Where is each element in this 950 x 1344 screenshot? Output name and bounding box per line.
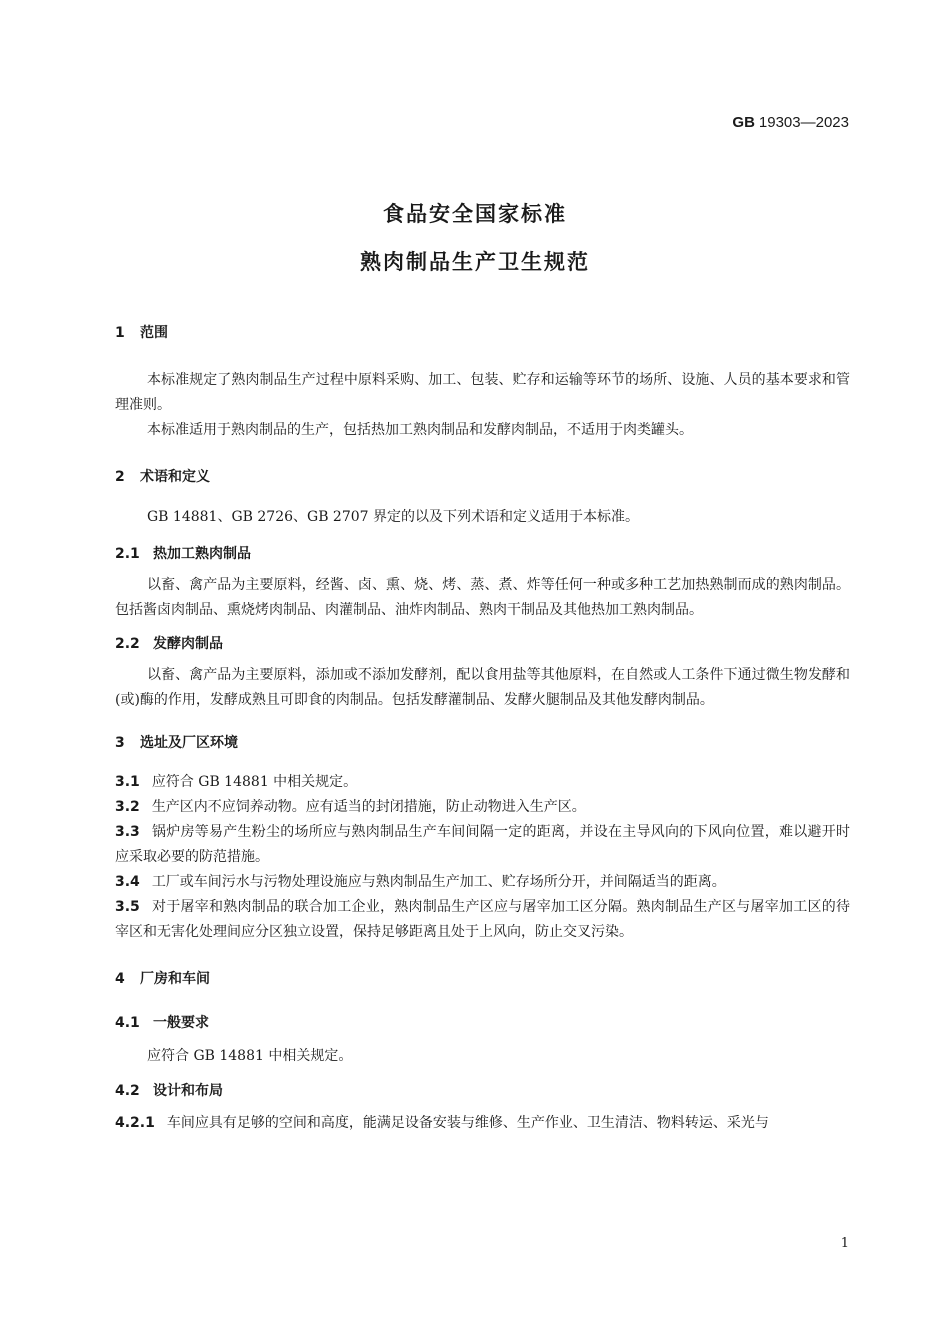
subsection-number: 4.2 [115,1083,140,1099]
paragraph: 本标准适用于熟肉制品的生产，包括热加工熟肉制品和发酵肉制品，不适用于肉类罐头。 [147,422,693,438]
clause-number: 3.4 [115,874,140,890]
section-title: 选址及厂区环境 [140,735,238,751]
subsection-number: 2.1 [115,546,140,562]
paragraph: 以畜、禽产品为主要原料，添加或不添加发酵剂，配以食用盐等其他原料，在自然或人工条件下通过微生物发酵和(或)酶的作用，发酵成熟且可即食的肉制品。包括发酵灌制品、发酵火腿制品及其他发酵肉制品。 [115,667,850,708]
section-number: 2 [115,469,125,485]
clause-number: 3.2 [115,799,140,815]
subsection-title: 设计和布局 [153,1083,223,1099]
section-heading [115,322,850,344]
paragraph: 以畜、禽产品为主要原料，经酱、卤、熏、烧、烤、蒸、煮、炸等任何一种或多种工艺加热熟制而成的熟肉制品。包括酱卤肉制品、熏烧烤肉制品、肉灌制品、油炸肉制品、熟肉干制品及其他热加工熟肉制品。 [115,577,850,618]
paragraph: 本标准规定了熟肉制品生产过程中原料采购、加工、包装、贮存和运输等环节的场所、设施、人员的基本要求和管理准则。 [115,372,850,413]
clause [115,820,850,870]
clause [115,870,850,895]
subsection-heading [115,543,850,565]
subsection-number: 2.2 [115,636,140,652]
document-subtitle: 熟肉制品生产卫生规范 [360,250,590,274]
standard-prefix: GB [732,114,755,131]
section-heading [115,466,850,488]
clause-text: 生产区内不应饲养动物。应有适当的封闭措施，防止动物进入生产区。 [151,799,586,815]
section-title: 厂房和车间 [140,971,210,987]
paragraph: GB 14881、GB 2726、GB 2707 界定的以及下列术语和定义适用于本标准。 [147,509,640,525]
subsection-heading [115,633,850,655]
clause-text: 车间应具有足够的空间和高度，能满足设备安装与维修、生产作业、卫生清洁、物料转运、采光与 [166,1115,769,1131]
clause-text: 对于屠宰和熟肉制品的联合加工企业，熟肉制品生产区应与屠宰加工区分隔。熟肉制品生产区与屠宰加工区的待宰区和无害化处理间应分区独立设置，保持足够距离且处于上风向，防止交叉污染。 [115,899,850,940]
section-number: 1 [115,325,125,341]
standard-code [732,114,849,131]
subsection-heading [115,1012,850,1034]
document-title: 食品安全国家标准 [383,202,567,226]
document-body [115,322,850,1136]
section-heading [115,732,850,754]
clause-number: 3.5 [115,899,140,915]
section-title: 术语和定义 [140,469,210,485]
clause-text: 锅炉房等易产生粉尘的场所应与熟肉制品生产车间间隔一定的距离，并设在主导风向的下风向位置，难以避开时应采取必要的防范措施。 [115,824,850,865]
section-number: 3 [115,735,125,751]
clause [115,895,850,945]
subsection-heading [115,1080,850,1102]
subsection-title: 热加工熟肉制品 [153,546,251,562]
clause-text: 应符合 GB 14881 中相关规定。 [151,774,358,790]
clause [115,795,850,820]
clause-number: 3.1 [115,774,140,790]
clause-list [115,770,850,945]
clause-text: 工厂或车间污水与污物处理设施应与熟肉制品生产加工、贮存场所分开，并间隔适当的距离。 [151,874,726,890]
subsection-title: 发酵肉制品 [153,636,223,652]
subsection-number: 4.1 [115,1015,140,1031]
page-number: 1 [840,1236,849,1251]
paragraph: 应符合 GB 14881 中相关规定。 [147,1048,353,1064]
section-title: 范围 [140,325,168,341]
section-heading [115,968,850,990]
section-number: 4 [115,971,125,987]
clause-number: 4.2.1 [115,1115,155,1131]
clause [115,1111,850,1136]
clause [115,770,850,795]
clause-number: 3.3 [115,824,140,840]
standard-number: 19303—2023 [758,114,849,131]
subsection-title: 一般要求 [153,1015,209,1031]
